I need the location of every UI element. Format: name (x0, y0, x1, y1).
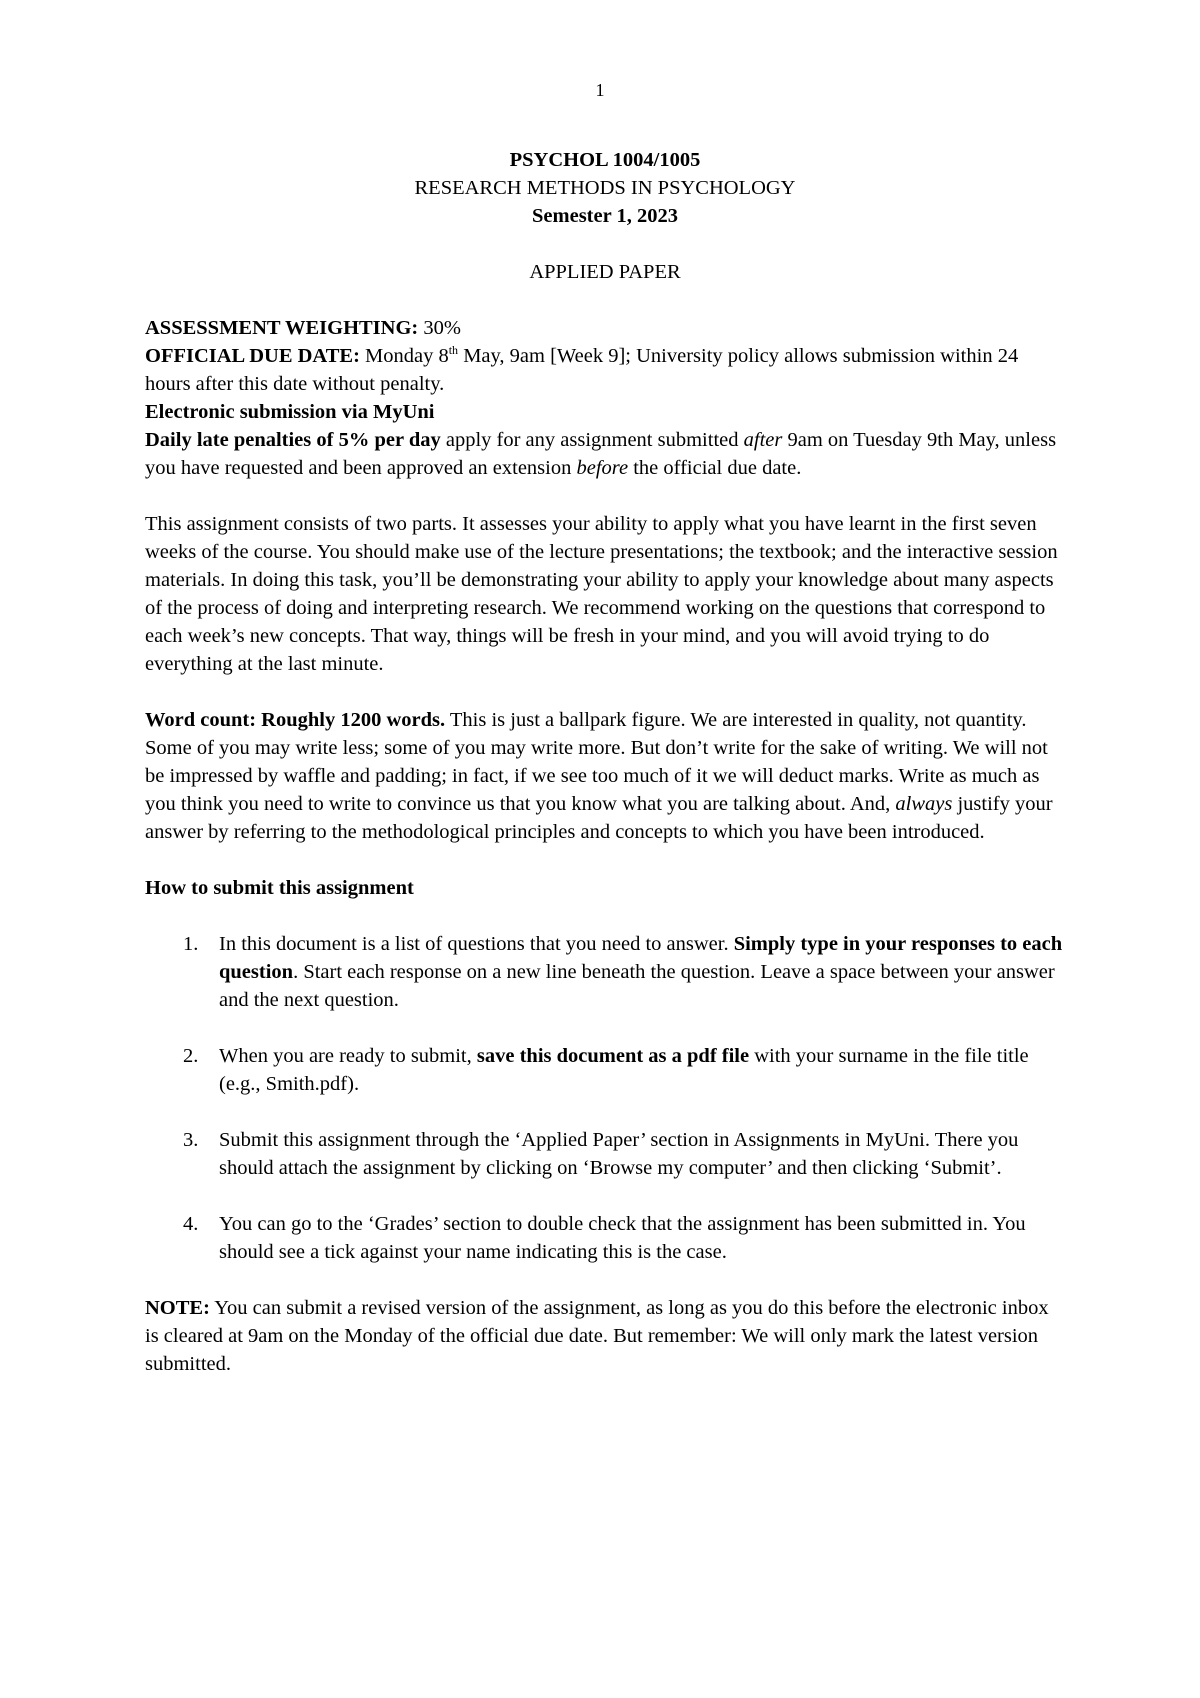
word-count-bold: Word count: Roughly 1200 words. (145, 709, 446, 731)
submit-steps-list (145, 930, 1065, 1266)
weighting-label: ASSESSMENT WEIGHTING: (145, 317, 419, 339)
intro-paragraph: This assignment consists of two parts. It assesses your ability to apply what you have learnt in the first seven weeks of the course. You should make use of the lecture presentations; the textbook; and the interactive session materials. In doing this task, you’ll be demonstrating your ability to apply your knowledge about many aspects of the process of doing and interpreting research. We recommend working on the questions that correspond to each week’s new concepts. That way, things will be fresh in your mind, and you will avoid trying to do everything at the last minute. (145, 513, 1058, 675)
list-item-post: . Start each response on a new line beneath the question. Leave a space between your answer and the next question. (219, 961, 1055, 1011)
list-item-pre: You can go to the ‘Grades’ section to double check that the assignment has been submitted in. You should see a tick against your name indicating this is the case. (219, 1213, 1026, 1263)
document-header (145, 146, 1065, 286)
course-code: PSYCHOL 1004/1005 (509, 149, 701, 171)
list-item-post: with your surname in the file title (e.g., Smith.pdf). (219, 1045, 1029, 1095)
list-item (145, 1042, 1065, 1098)
paper-title: APPLIED PAPER (529, 261, 681, 283)
word-count-paragraph (145, 706, 1065, 846)
list-item-number: 1. (183, 933, 199, 955)
late-penalty-line (145, 426, 1065, 482)
submit-heading: How to submit this assignment (145, 877, 414, 899)
late-penalty-italic-2: before (576, 457, 629, 479)
late-penalty-text-1: apply for any assignment submitted (440, 429, 744, 451)
due-date-label: OFFICIAL DUE DATE: (145, 345, 360, 367)
due-date-pre: Monday 8 (359, 345, 449, 367)
due-date-post: May, 9am [Week 9]; University policy allows submission within 24 hours after this date without penalty. (145, 345, 1019, 395)
list-item-pre: In this document is a list of questions that you need to answer. (219, 933, 734, 955)
late-penalty-bold: Daily late penalties of 5% per day (145, 429, 441, 451)
list-item-number: 2. (183, 1045, 199, 1067)
late-penalty-text-2: 9am on Tuesday 9th May, unless you have requested and been approved an extension (145, 429, 1057, 479)
document-body (145, 146, 1065, 1378)
list-item (145, 930, 1065, 1014)
list-item-pre: Submit this assignment through the ‘Applied Paper’ section in Assignments in MyUni. There you should attach the assignment by clicking on ‘Browse my computer’ and then clicking ‘Submit’. (219, 1129, 1019, 1179)
list-item-number: 4. (183, 1213, 199, 1235)
course-title: RESEARCH METHODS IN PSYCHOLOGY (414, 177, 796, 199)
semester: Semester 1, 2023 (532, 205, 678, 227)
due-date-line (145, 342, 1065, 398)
list-item (145, 1126, 1065, 1182)
page-number: 1 (595, 80, 605, 100)
weighting-line (145, 314, 1065, 342)
list-item-pre: When you are ready to submit, (219, 1045, 477, 1067)
submission-method: Electronic submission via MyUni (145, 401, 435, 423)
weighting-value: 30% (418, 317, 461, 339)
word-count-text-1: This is just a ballpark figure. We are interested in quality, not quantity. Some of you may write less; some of you may write more. But don’t write for the sake of writing. We will not be impressed by waffle and padding; in fact, if we see too much of it we will deduct marks. Write as much as you think you need to write to convince us that you know what you are talking about. And, (145, 709, 1048, 815)
list-item-number: 3. (183, 1129, 199, 1151)
assessment-details (145, 314, 1065, 482)
note-text: You can submit a revised version of the assignment, as long as you do this before the electronic inbox is cleared at 9am on the Monday of the official due date. But remember: We will only mark the latest version submitted. (145, 1297, 1049, 1375)
note-paragraph (145, 1294, 1065, 1378)
late-penalty-italic-1: after (743, 429, 783, 451)
note-label: NOTE: (145, 1297, 210, 1319)
word-count-italic: always (895, 793, 953, 815)
list-item-bold: save this document as a pdf file (476, 1045, 750, 1067)
list-item-bold: Simply type in your responses to each question (219, 933, 1063, 983)
list-item (145, 1210, 1065, 1266)
late-penalty-text-3: the official due date. (628, 457, 802, 479)
word-count-text-2: justify your answer by referring to the methodological principles and concepts to which you have been introduced. (145, 793, 1053, 843)
due-date-sup: th (448, 343, 459, 358)
